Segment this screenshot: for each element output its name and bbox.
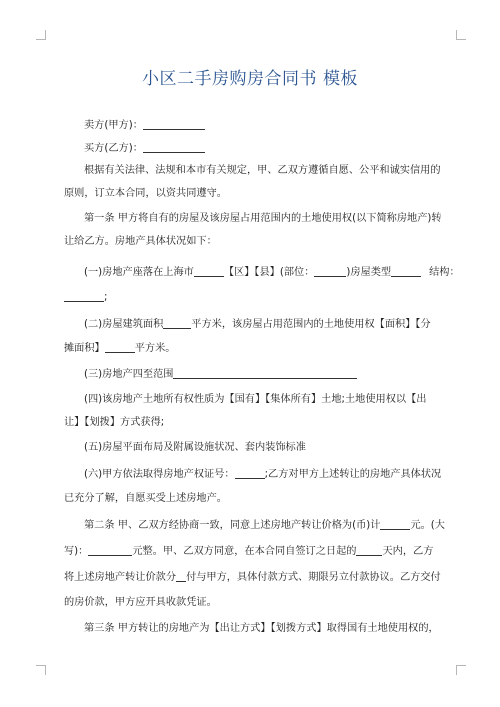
article-2-text-g: 付与甲方，具体付款方式、期限另立付款协议。乙方交付 [186, 572, 441, 583]
certificate-number-blank[interactable] [235, 467, 265, 479]
item-3-line [84, 367, 357, 382]
item-4-line-2: 让】【划拨】方式获得; [64, 417, 165, 428]
seller-blank[interactable] [143, 118, 205, 130]
item-4-line-1: (四)该房地产土地所有权性质为【国有】【集体所有】土地;土地使用权以【出 [84, 394, 427, 405]
item-6-line-1 [84, 467, 441, 482]
house-type-blank[interactable] [391, 265, 421, 277]
intro-line-1: 根据有关法律、法规和本市有关规定，甲、乙双方遵循自愿、公平和诚实信用的 [84, 165, 441, 176]
article-2-text-b: 元。(大 [410, 520, 445, 531]
item-1-text-a: (一)房地产座落在上海市 [84, 267, 194, 278]
article-2-line-4: 的房价款，甲方应开具收款凭证。 [64, 597, 217, 608]
installments-blank[interactable] [176, 570, 186, 582]
price-words-blank[interactable] [88, 544, 132, 556]
article-2-line-3 [64, 570, 441, 585]
crop-mark-bottom-right [456, 665, 466, 675]
item-2-text-d: 平方米。 [134, 343, 176, 354]
item-6-text-a: (六)甲方依法取得房地产权证号： [84, 469, 235, 480]
item-1-text-e: ; [104, 292, 108, 303]
item-6-line-2: 已充分了解，自愿买受上述房地产。 [64, 493, 227, 504]
item-2-text-b: 平方米，该房屋占用范围内的土地使用权【面积】【分 [191, 319, 431, 330]
article-2-line-2 [64, 544, 433, 559]
item-2-text-c: 摊面积】 [64, 343, 105, 354]
document-title: 小区二手房购房合同书 模板 [142, 69, 358, 89]
article-2-text-a: 第二条 甲、乙双方经协商一致，同意上述房地产转让价格为(币)计 [84, 520, 381, 531]
article-2-text-f: 将上述房地产转让价款分 [64, 572, 177, 583]
land-area-blank[interactable] [105, 341, 135, 353]
article-2-text-d: 元整。甲、乙双方同意，在本合同自签订之日起的 [132, 546, 357, 557]
item-2-line-1 [84, 317, 431, 332]
article-3-line-1: 第三条 甲方转让的房地产为【出让方式】【划拨方式】取得国有土地使用权的， [84, 623, 439, 634]
intro-line-2: 原则，订立本合同，以资共同遵守。 [64, 188, 227, 199]
item-2-line-2 [64, 341, 176, 356]
price-blank[interactable] [380, 518, 410, 530]
location-blank[interactable] [314, 265, 346, 277]
seller-label: 卖方(甲方)： [84, 120, 143, 131]
item-1-line-2 [64, 290, 107, 305]
article-2-text-e: 天内，乙方 [382, 546, 434, 557]
crop-mark-top-left [36, 30, 46, 40]
boundary-blank[interactable] [173, 367, 357, 379]
buyer-line [84, 141, 205, 156]
item-3-text: (三)房地产四至范围 [84, 369, 174, 380]
buyer-blank[interactable] [143, 141, 205, 153]
article-1-line-2: 让给乙方。房地产具体状况如下： [64, 236, 217, 247]
crop-mark-bottom-left [36, 665, 46, 675]
days-blank[interactable] [356, 544, 382, 556]
buyer-label: 买方(乙方)： [84, 143, 143, 154]
item-1-text-d: 结构： [429, 267, 460, 278]
crop-mark-top-right [456, 30, 466, 40]
item-1-line-1 [84, 265, 460, 280]
building-area-blank[interactable] [163, 317, 191, 329]
item-6-text-b: ;乙方对甲方上述转让的房地产具体状况 [264, 469, 442, 480]
structure-blank[interactable] [64, 290, 104, 302]
seller-line [84, 118, 205, 133]
item-2-text-a: (二)房屋建筑面积 [84, 319, 164, 330]
article-1-line-1: 第一条 甲方将自有的房屋及该房屋占用范围内的土地使用权(以下简称房地产)转 [84, 213, 442, 224]
article-2-line-1 [84, 518, 445, 533]
item-5-line: (五)房屋平面布局及附属设施状况、套内装饰标准 [84, 442, 306, 453]
item-1-text-c: )房屋类型 [346, 267, 392, 278]
article-2-text-c: 写)： [64, 546, 89, 557]
district-blank[interactable] [194, 265, 224, 277]
item-1-text-b: 【区】【县】(部位： [223, 267, 315, 278]
